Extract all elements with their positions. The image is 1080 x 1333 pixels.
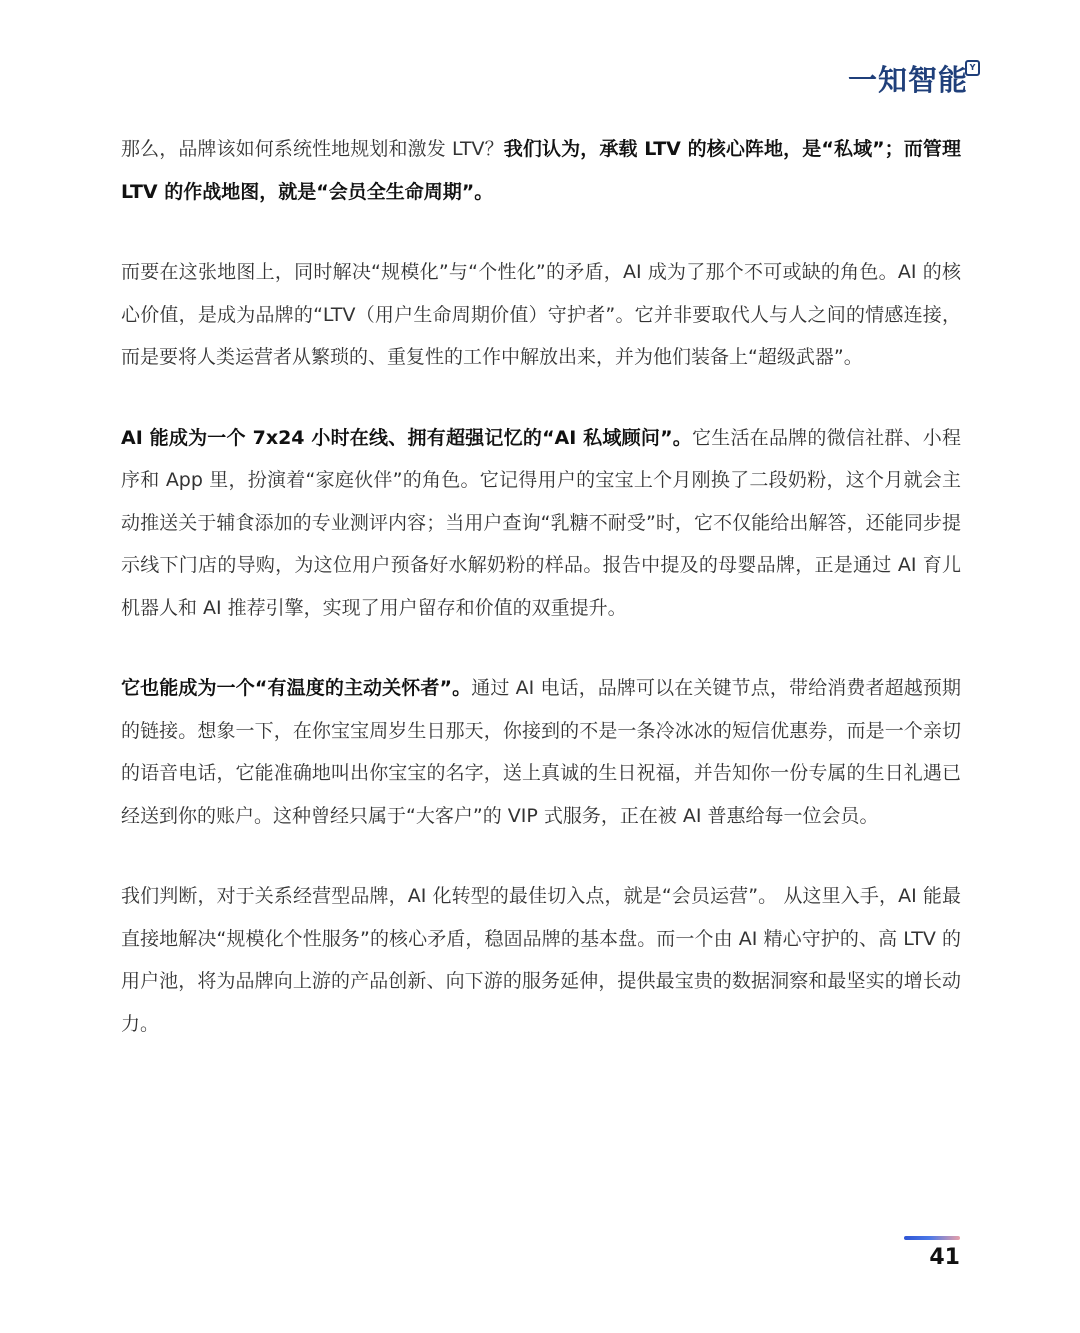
footer-accent-bar: [904, 1236, 960, 1240]
brand-logo: [848, 58, 980, 102]
article-body: [121, 128, 961, 1083]
paragraph-intro-question: 那么，品牌该如何系统性地规划和激发 LTV？: [121, 138, 504, 160]
paragraph-ai-role-text: 而要在这张地图上，同时解决“规模化”与“个性化”的矛盾，AI 成为了那个不可或缺的角色。AI 的核心价值，是成为品牌的“LTV（用户生命周期价值）守护者”。它并非要取代人与人之间的情感连接，而是要将人类运营者从繁琐的、重复性的工作中解放出来，并为他们装备上“超级武器”。: [121, 261, 961, 368]
brand-mark-icon: Y: [965, 60, 980, 76]
paragraph-ai-advisor-lead: AI 能成为一个 7x24 小时在线、拥有超强记忆的“AI 私域顾问”。: [121, 426, 693, 449]
paragraph-intro-thesis: 我们认为，承载 LTV 的核心阵地，是“私域”；而管理 LTV 的作战地图，就是“会员全生命周期”。: [121, 138, 961, 203]
paragraph-intro: [121, 128, 961, 213]
page-number: 41: [929, 1245, 960, 1270]
paragraph-conclusion-text: 我们判断，对于关系经营型品牌，AI 化转型的最佳切入点，就是“会员运营”。 从这里入手，AI 能最直接地解决“规模化个性服务”的核心矛盾，稳固品牌的基本盘。而一个由 AI 精心守护的、高 LTV 的用户池，将为品牌向上游的产品创新、向下游的服务延伸，提供最宝贵的数据洞察和最坚实的增长动力。: [121, 885, 961, 1035]
paragraph-ai-role: [121, 251, 961, 379]
paragraph-ai-caretaker: [121, 667, 961, 837]
page-footer: [904, 1236, 960, 1276]
paragraph-ai-advisor-text: 它生活在品牌的微信社群、小程序和 App 里，扮演着“家庭伙伴”的角色。它记得用户的宝宝上个月刚换了二段奶粉，这个月就会主动推送关于辅食添加的专业测评内容；当用户查询“乳糖不耐受”时，它不仅能给出解答，还能同步提示线下门店的导购，为这位用户预备好水解奶粉的样品。报告中提及的母婴品牌，正是通过 AI 育儿机器人和 AI 推荐引擎，实现了用户留存和价值的双重提升。: [121, 426, 961, 619]
paragraph-conclusion: [121, 875, 961, 1045]
paragraph-ai-caretaker-lead: 它也能成为一个“有温度的主动关怀者”。: [121, 677, 472, 699]
brand-logo-text: 一知智能: [848, 63, 969, 97]
paragraph-ai-caretaker-text: 通过 AI 电话，品牌可以在关键节点，带给消费者超越预期的链接。想象一下，在你宝宝周岁生日那天，你接到的不是一条冷冰冰的短信优惠券，而是一个亲切的语音电话，它能准确地叫出你宝宝的名字，送上真诚的生日祝福，并告知你一份专属的生日礼遇已经送到你的账户。这种曾经只属于“大客户”的 VIP 式服务，正在被 AI 普惠给每一位会员。: [121, 677, 961, 827]
paragraph-ai-advisor: [121, 417, 961, 630]
